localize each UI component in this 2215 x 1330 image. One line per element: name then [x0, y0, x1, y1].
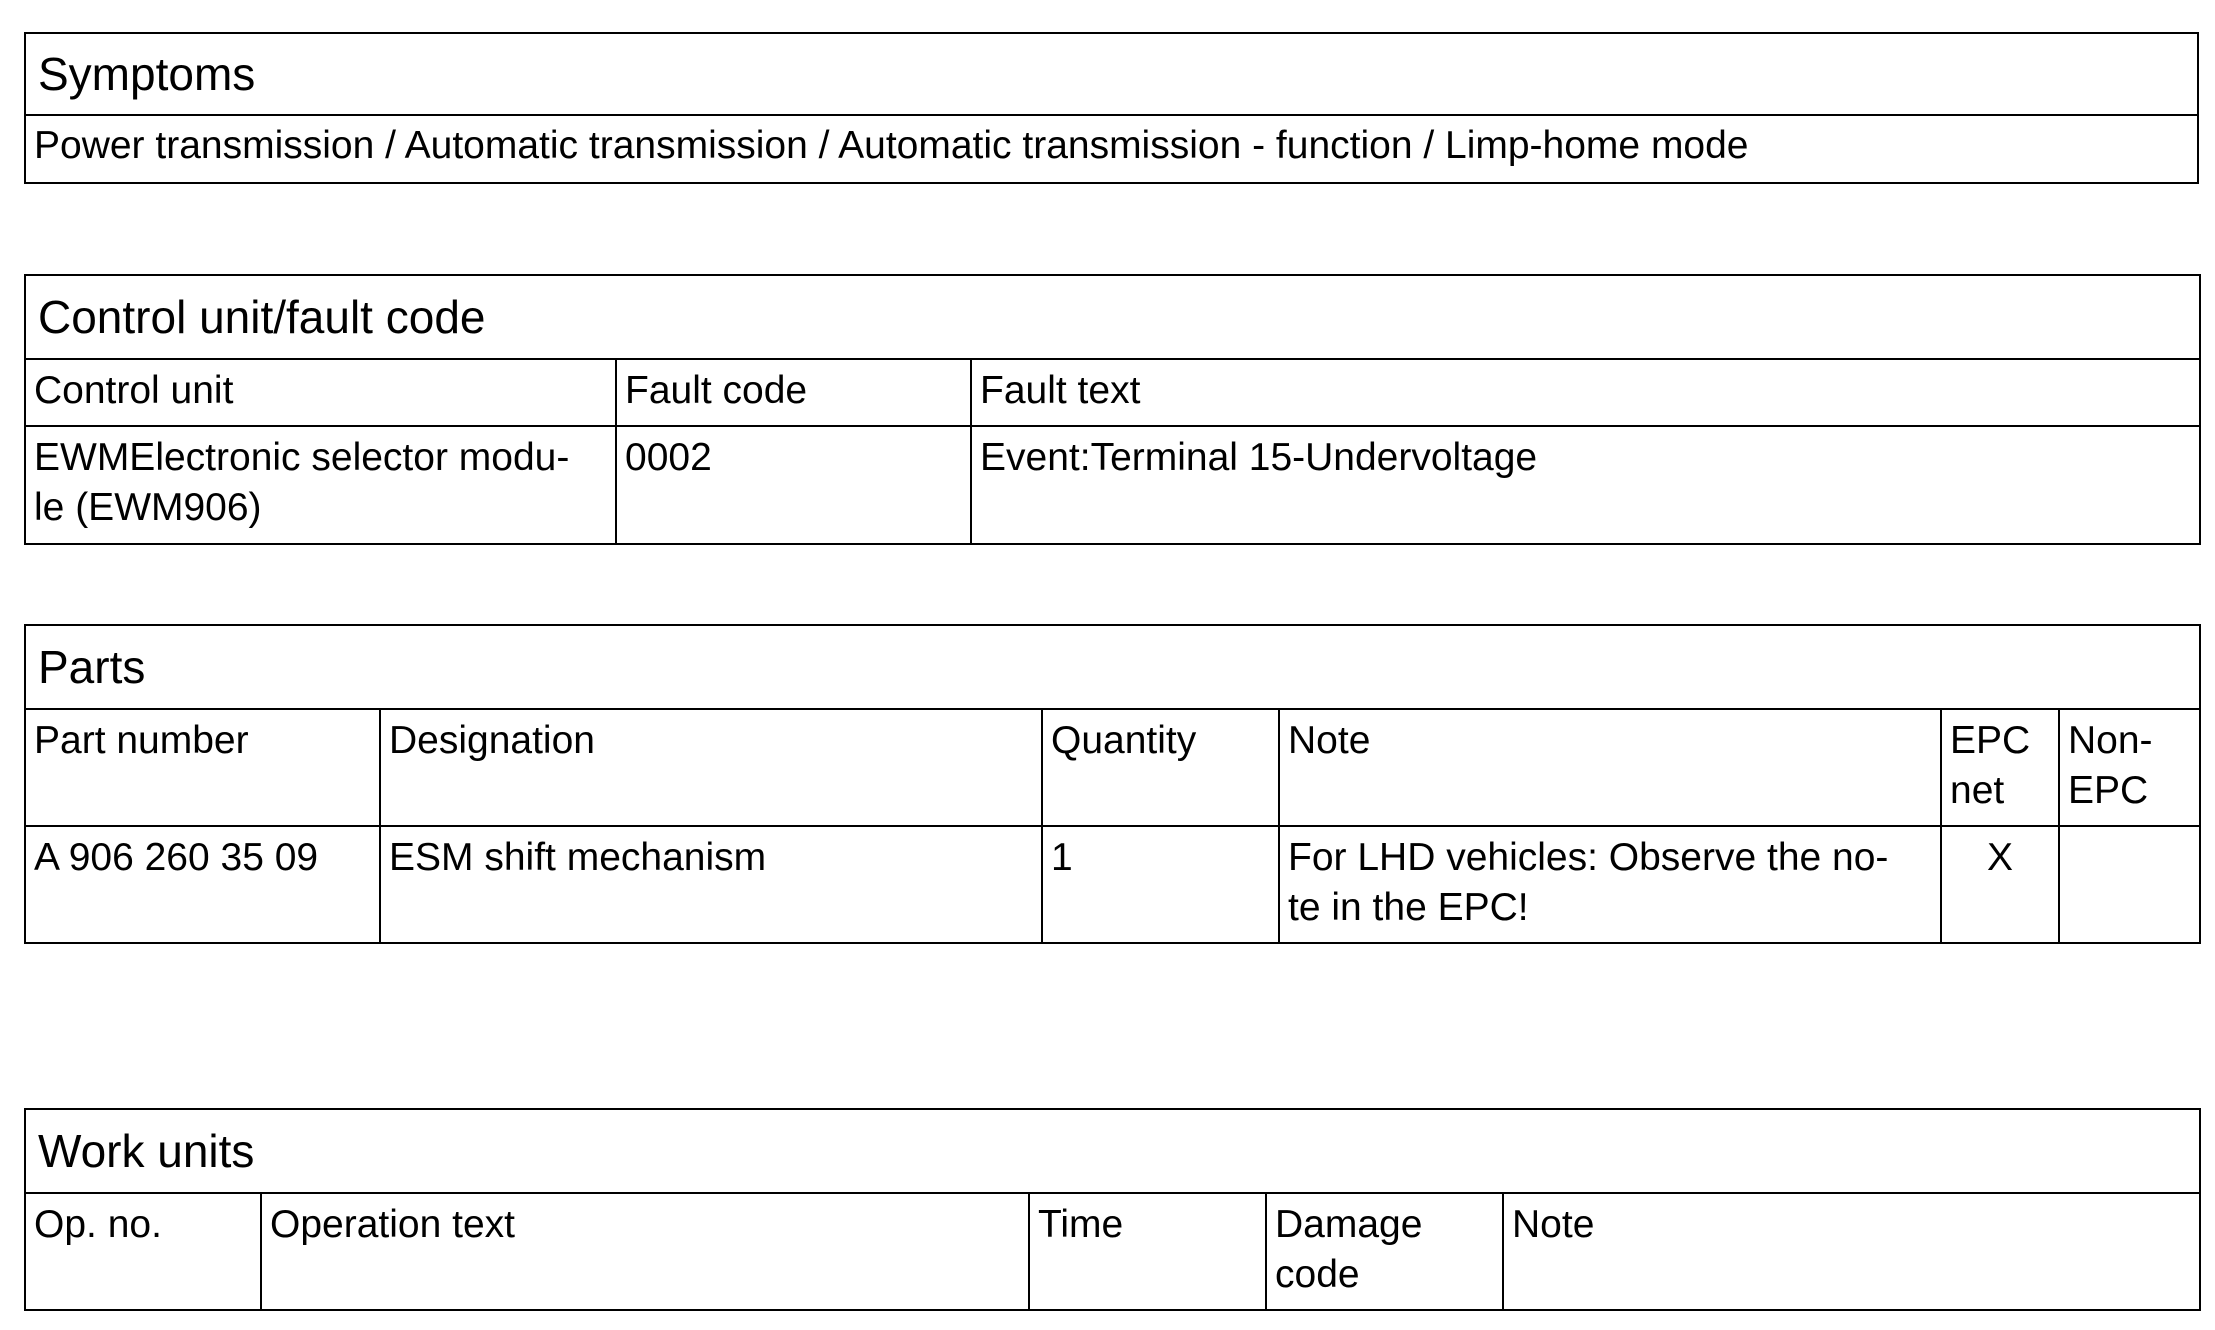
- cell-designation: ESM shift mechanism: [380, 826, 1042, 943]
- header-epc-net: EPC net: [1941, 709, 2059, 826]
- work-units-table: [24, 1108, 2201, 1311]
- header-non-epc: Non- EPC: [2059, 709, 2200, 826]
- header-operation-text: Operation text: [261, 1193, 1029, 1310]
- cell-epc-net: X: [1941, 826, 2059, 943]
- control-unit-title: Control unit/fault code: [25, 275, 2200, 359]
- header-damage-code: Damage code: [1266, 1193, 1503, 1310]
- header-part-number: Part number: [25, 709, 380, 826]
- parts-title: Parts: [25, 625, 2200, 709]
- parts-table: [24, 624, 2201, 944]
- header-designation: Designation: [380, 709, 1042, 826]
- symptoms-table: [24, 32, 2199, 184]
- header-time: Time: [1029, 1193, 1266, 1310]
- cell-non-epc: [2059, 826, 2200, 943]
- symptoms-text: Power transmission / Automatic transmission / Automatic transmission - function / Limp-home mode: [25, 115, 2198, 183]
- header-op-no: Op. no.: [25, 1193, 261, 1310]
- work-units-title: Work units: [25, 1109, 2200, 1193]
- cell-note: For LHD vehicles: Observe the no- te in the EPC!: [1279, 826, 1941, 943]
- cell-fault-code: 0002: [616, 426, 971, 544]
- header-work-note: Note: [1503, 1193, 2200, 1310]
- cell-control-unit: EWMElectronic selector modu- le (EWM906): [25, 426, 616, 544]
- header-fault-code: Fault code: [616, 359, 971, 426]
- header-control-unit: Control unit: [25, 359, 616, 426]
- cell-quantity: 1: [1042, 826, 1279, 943]
- control-unit-table: [24, 274, 2201, 545]
- header-note: Note: [1279, 709, 1941, 826]
- header-fault-text: Fault text: [971, 359, 2200, 426]
- header-quantity: Quantity: [1042, 709, 1279, 826]
- cell-part-number: A 906 260 35 09: [25, 826, 380, 943]
- symptoms-title: Symptoms: [25, 33, 2198, 115]
- cell-fault-text: Event:Terminal 15-Undervoltage: [971, 426, 2200, 544]
